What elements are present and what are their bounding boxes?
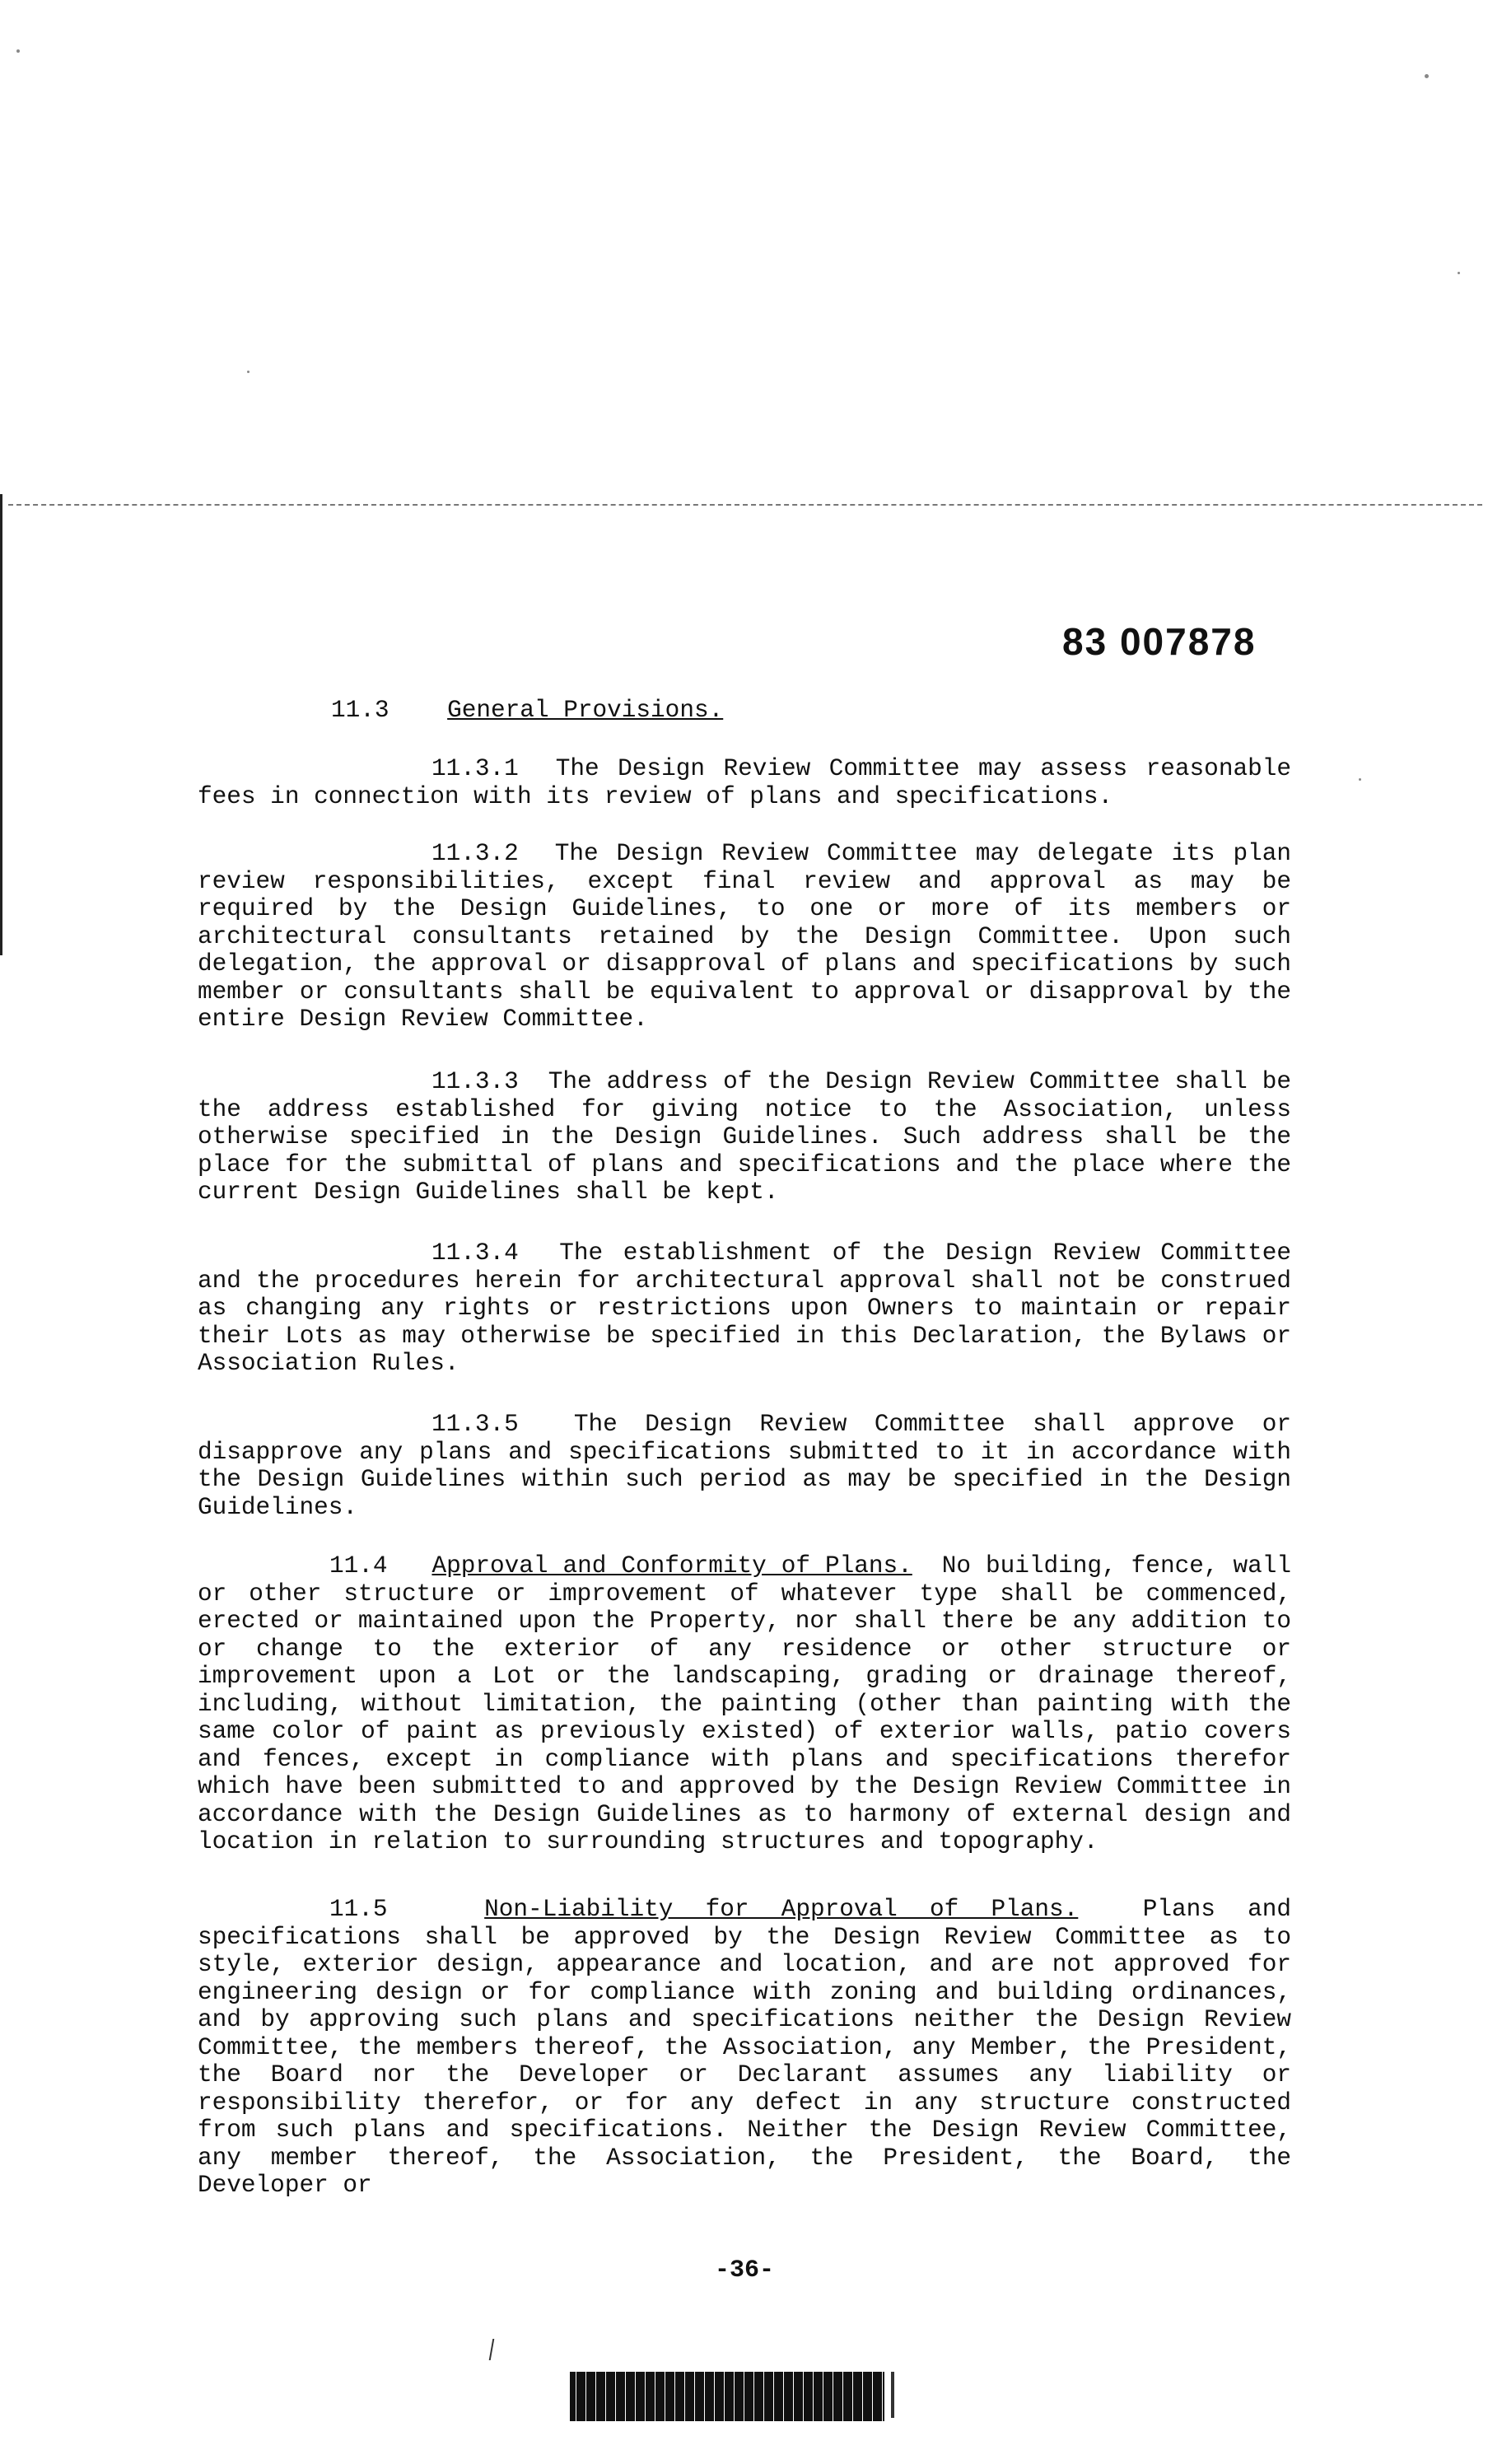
paragraph-11-3-3 bbox=[198, 1068, 1291, 1206]
section-text: Plans and specifications shall be approved by the Design Review Committee as to style, exterior design, appearance and location, and are not approved for engineering design or for compliance with zoning and building ordinances, and by approving such plans and specifications neither the Design Review Committee, the members thereof, the Association, any Member, the President, the Board nor the Developer or Declarant assumes any liability or responsibility therefor, or for any defect in any structure constructed from such plans and specifications. Neither the Design Review Committee, any member thereof, the Association, the President, the Board, the Developer or bbox=[198, 1896, 1291, 2199]
heading-title: General Provisions. bbox=[447, 697, 724, 724]
section-text: No building, fence, wall or other structure or improvement of whatever type shall be commenced, erected or maintained upon the Property, nor shall there be any addition to or change to the exterior of any residence or other structure or improvement upon a Lot or the landscaping, grading or drainage thereof, including, without limitation, the painting (other than painting with the same color of paint as previously existed) of exterior walls, patio covers and fences, except in compliance with plans and specifications therefor which have been submitted to and approved by the Design Review Committee in accordance with the Design Guidelines as to harmony of external design and location in relation to surrounding structures and topography. bbox=[198, 1552, 1292, 1855]
paragraph-number: 11.3.5 bbox=[431, 1411, 519, 1438]
document-number-stamp: 83 007878 bbox=[1062, 620, 1257, 663]
section-number: 11.5 bbox=[329, 1896, 388, 1923]
paragraph-11-3-1 bbox=[198, 755, 1291, 810]
scan-tick-mark bbox=[489, 2339, 495, 2360]
paragraph-text: The establishment of the Design Review Committee and the procedures herein for architectural approval shall not be construed as changing any rights or restrictions upon Owners to maintain or repair their Lots as may otherwise be specified in this Declaration, the Bylaws or Association Rules. bbox=[198, 1239, 1291, 1377]
paragraph-number: 11.3.3 bbox=[431, 1068, 519, 1095]
section-number: 11.4 bbox=[329, 1552, 388, 1580]
paragraph-text: The address of the Design Review Committee shall be the address established for giving notice to the Association, unless otherwise specified in the Design Guidelines. Such address shall be the place for the submittal of plans and specifications and the place where the current Design Guidelines shall be kept. bbox=[198, 1068, 1291, 1206]
barcode-end-mark bbox=[891, 2372, 894, 2418]
scan-dashed-rule bbox=[8, 504, 1482, 506]
paragraph-text: The Design Review Committee shall approve or disapprove any plans and specifications submitted to it in accordance with the Design Guidelines within such period as may be specified in the Design Guidelines. bbox=[198, 1411, 1292, 1521]
scan-speck bbox=[1458, 272, 1460, 274]
paragraph-11-3-4 bbox=[198, 1239, 1291, 1378]
page-number: -36- bbox=[715, 2256, 775, 2284]
scan-speck bbox=[16, 49, 20, 53]
paragraph-number: 11.3.4 bbox=[431, 1239, 519, 1267]
section-11-5 bbox=[198, 1896, 1291, 2200]
section-11-4 bbox=[198, 1552, 1291, 1856]
scan-speck bbox=[1359, 778, 1361, 781]
scan-edge-mark bbox=[0, 494, 2, 955]
section-title: Non-Liability for Approval of Plans. bbox=[484, 1896, 1079, 1923]
paragraph-number: 11.3.2 bbox=[431, 840, 519, 867]
scan-speck bbox=[1425, 74, 1429, 78]
paragraph-11-3-5 bbox=[198, 1411, 1291, 1521]
paragraph-11-3-2 bbox=[198, 840, 1291, 1034]
section-heading bbox=[331, 697, 723, 724]
section-title: Approval and Conformity of Plans. bbox=[431, 1552, 912, 1580]
paragraph-number: 11.3.1 bbox=[431, 755, 519, 782]
barcode-image bbox=[570, 2372, 884, 2421]
heading-number: 11.3 bbox=[331, 697, 389, 724]
paragraph-text: The Design Review Committee may delegate its plan review responsibilities, except final review and approval as may be required by the Design Guidelines, to one or more of its members or architectural consultants retained by the Design Committee. Upon such delegation, the approval or disapproval of plans and specifications by such member or consultants shall be equivalent to approval or disapproval by the entire Design Review Committee. bbox=[198, 840, 1291, 1033]
scan-speck bbox=[247, 371, 250, 373]
paragraph-text: The Design Review Committee may assess reasonable fees in connection with its review of plans and specifications. bbox=[198, 755, 1291, 810]
